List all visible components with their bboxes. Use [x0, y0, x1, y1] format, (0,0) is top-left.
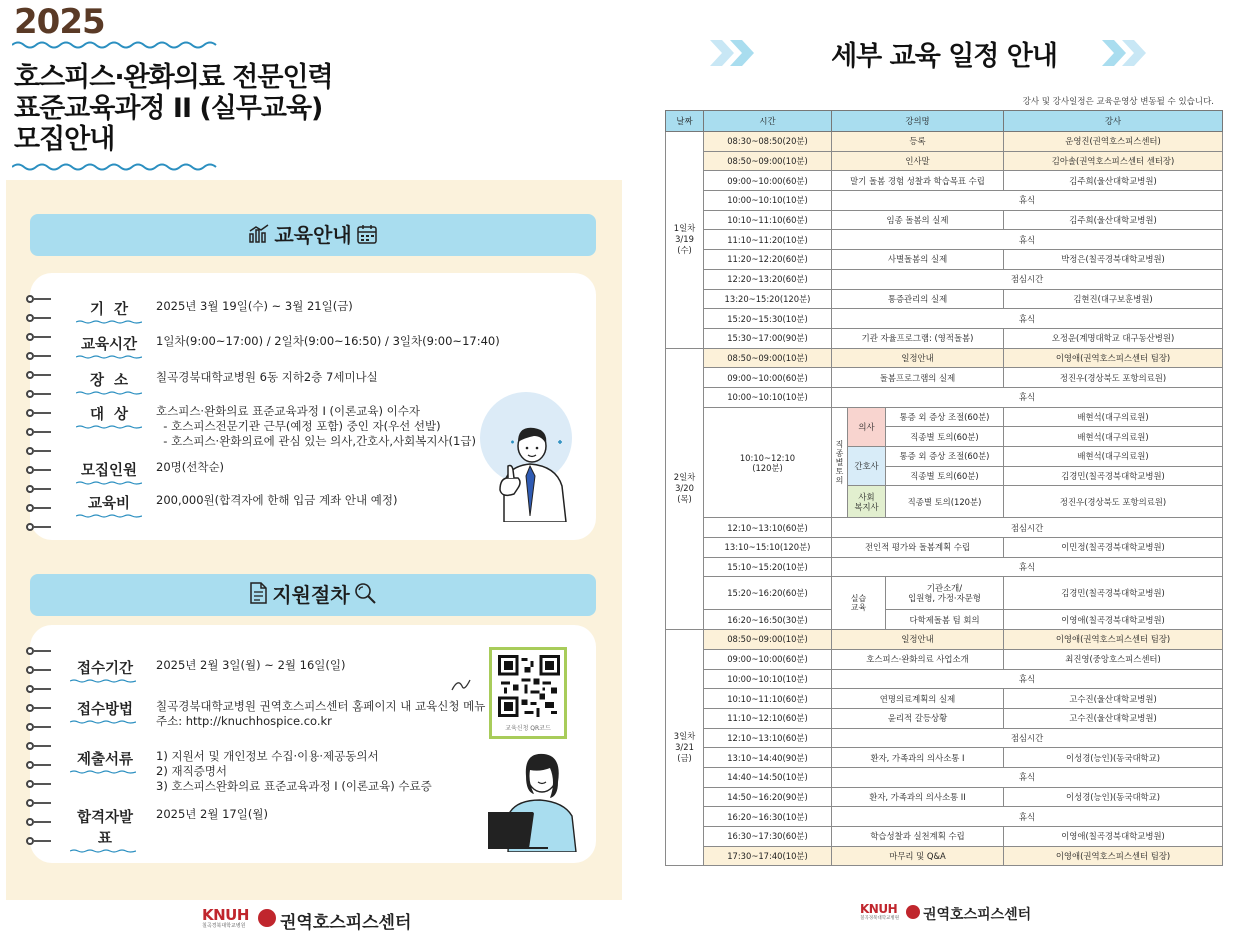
instructor-cell: 최진영(중앙호스피스센터): [1004, 649, 1223, 669]
lecture-cell: 통증 외 증상 조절(60분): [886, 407, 1004, 427]
title-line: 표준교육과정 II (실무교육): [14, 93, 323, 124]
lecture-cell: 호스피스·완화의료 사업소개: [832, 649, 1004, 669]
schedule-row: [666, 807, 1223, 827]
header-time: 시간: [704, 111, 832, 132]
time-cell: 17:30~17:40(10분): [704, 846, 832, 866]
schedule-title: 세부 교육 일정 안내: [831, 41, 1057, 72]
application-procedure-banner: [30, 574, 596, 616]
binder-ring: [26, 447, 52, 455]
schedule-row: [666, 787, 1223, 807]
time-cell: 10:00~10:10(10분): [704, 669, 832, 689]
wave-decoration: [12, 162, 217, 172]
apply-label: 제출서류: [76, 752, 134, 768]
header-date: 날짜: [666, 111, 704, 132]
knuh-logo-text: KNUH: [202, 906, 249, 924]
time-cell: 12:20~13:20(60분): [704, 269, 832, 289]
schedule-row: [666, 151, 1223, 171]
info-label: 교육비: [87, 496, 131, 512]
break-cell: 점심시간: [832, 269, 1223, 289]
apply-label: 접수방법: [76, 702, 134, 718]
day-cell: 1일차 3/19 (수): [666, 132, 704, 349]
instructor-cell: 고수진(울산대학교병원): [1004, 708, 1223, 728]
instructor-cell: 김경민(칠곡경북대학교병원): [1004, 577, 1223, 610]
schedule-row: [666, 132, 1223, 152]
profession-social-worker: 사회 복지사: [848, 486, 886, 518]
lecture-cell: 윤리적 갈등상황: [832, 708, 1004, 728]
binder-ring: [26, 723, 52, 731]
lecture-cell: 마무리 및 Q&A: [832, 846, 1004, 866]
day-cell: 2일차 3/20 (목): [666, 348, 704, 630]
hospital-name-small: 칠곡경북대학교병원: [202, 923, 246, 929]
time-cell: 08:50~09:00(10분): [704, 348, 832, 368]
center-name: 권역호스피스센터: [280, 913, 412, 933]
schedule-row: [666, 708, 1223, 728]
instructor-cell: 김아솔(권역호스피스센터 센터장): [1004, 151, 1223, 171]
schedule-row: [666, 191, 1223, 211]
time-cell: 10:10~12:10 (120분): [704, 407, 832, 518]
schedule-notice: 강사 및 강사일정은 교육운영상 변동될 수 있습니다.: [1022, 97, 1214, 107]
break-cell: 휴식: [832, 669, 1223, 689]
schedule-row: [666, 230, 1223, 250]
qr-caption: 교육신청 QR코드: [505, 725, 551, 732]
qr-pattern: [498, 655, 560, 717]
lecture-cell: 기관 자율프로그램: (영적돌봄): [832, 328, 1004, 348]
time-cell: 15:20~16:20(60분): [704, 577, 832, 610]
schedule-row: [666, 348, 1223, 368]
schedule-row: [666, 827, 1223, 847]
seal-icon: [258, 909, 276, 927]
break-cell: 휴식: [832, 807, 1223, 827]
time-cell: 16:20~16:30(10분): [704, 807, 832, 827]
instructor-cell: 배현석(대구의료원): [1004, 407, 1223, 427]
education-info-banner: [30, 214, 596, 256]
binder-ring: [26, 428, 52, 436]
binder-ring: [26, 371, 52, 379]
info-label: 장 소: [89, 373, 129, 389]
instructor-cell: 이성경(능인)(동국대학교): [1004, 787, 1223, 807]
binder-ring: [26, 818, 52, 826]
instructor-cell: 고수진(울산대학교병원): [1004, 689, 1223, 709]
binder-ring: [26, 352, 52, 360]
info-label: 교육시간: [80, 337, 138, 353]
schedule-row: [666, 518, 1223, 538]
knuh-logo-text: KNUH: [860, 902, 898, 916]
day-cell: 3일차 3/21 (금): [666, 630, 704, 866]
lecture-cell: 사별돌봄의 실제: [832, 250, 1004, 270]
binder-ring: [26, 466, 52, 474]
schedule-row: [666, 289, 1223, 309]
binder-ring: [26, 761, 52, 769]
lecture-cell: 연명의료계획의 실제: [832, 689, 1004, 709]
lecture-cell: 다학제돌봄 팀 회의: [886, 610, 1004, 630]
time-cell: 09:00~10:00(60분): [704, 368, 832, 388]
apply-value: 2025년 2월 3일(월) ~ 2월 16일(일): [156, 658, 346, 672]
time-cell: 15:30~17:00(90분): [704, 328, 832, 348]
lecture-cell: 전인적 평가와 돌봄계획 수립: [832, 538, 1004, 558]
schedule-row: [666, 846, 1223, 866]
time-cell: 11:10~12:10(60분): [704, 708, 832, 728]
schedule-row: [666, 368, 1223, 388]
info-label: 대 상: [89, 407, 129, 423]
time-cell: 16:30~17:30(60분): [704, 827, 832, 847]
schedule-row: [666, 309, 1223, 329]
binder-ring: [26, 647, 52, 655]
center-name: 권역호스피스센터: [923, 907, 1032, 923]
time-cell: 11:20~12:20(60분): [704, 250, 832, 270]
profession-nurse: 간호사: [848, 447, 886, 486]
instructor-cell: 김주희(울산대학교병원): [1004, 210, 1223, 230]
binder-ring: [26, 314, 52, 322]
lecture-cell: 직종별 토의(60분): [886, 427, 1004, 447]
time-cell: 08:50~09:00(10분): [704, 630, 832, 650]
lecture-cell: 돌봄프로그램의 실제: [832, 368, 1004, 388]
binder-ring: [26, 666, 52, 674]
instructor-cell: 이영애(권역호스피스센터 팀장): [1004, 348, 1223, 368]
instructor-cell: 정진우(경상북도 포항의료원): [1004, 368, 1223, 388]
wave-decoration: [12, 40, 217, 50]
time-cell: 10:00~10:10(10분): [704, 387, 832, 407]
instructor-cell: 김경민(칠곡경북대학교병원): [1004, 466, 1223, 486]
break-cell: 휴식: [832, 387, 1223, 407]
lecture-cell: 일정안내: [832, 630, 1004, 650]
lecture-cell: 직종별 토의(60분): [886, 466, 1004, 486]
instructor-cell: 오정운(계명대학교 대구동산병원): [1004, 328, 1223, 348]
time-cell: 08:50~09:00(10분): [704, 151, 832, 171]
instructor-cell: 배현석(대구의료원): [1004, 427, 1223, 447]
instructor-cell: 김현진(대구보훈병원): [1004, 289, 1223, 309]
info-value: 1일차(9:00~17:00) / 2일차(9:00~16:50) / 3일차(9:00~17:40): [156, 334, 500, 348]
time-cell: 16:20~16:50(30분): [704, 610, 832, 630]
homepage-link[interactable]: 주소: http://knuchhospice.co.kr: [156, 714, 332, 728]
schedule-row: [666, 171, 1223, 191]
binder-ring: [26, 704, 52, 712]
binder-ring: [26, 780, 52, 788]
section-title: 교육안내: [274, 223, 352, 247]
lecture-cell: 환자, 가족과의 의사소통 II: [832, 787, 1004, 807]
lecture-cell: 임종 돌봄의 실제: [832, 210, 1004, 230]
binder-ring: [26, 409, 52, 417]
time-cell: 15:10~15:20(10분): [704, 557, 832, 577]
lecture-cell: 등록: [832, 132, 1004, 152]
time-cell: 10:00~10:10(10분): [704, 191, 832, 211]
qr-code[interactable]: [489, 647, 567, 739]
man-thumbs-up-illustration: [478, 382, 590, 522]
binder-ring: [26, 523, 52, 531]
lecture-cell: 학습성찰과 실천계획 수립: [832, 827, 1004, 847]
schedule-row: [666, 577, 1223, 610]
time-cell: 13:10~14:40(90분): [704, 748, 832, 768]
right-page: [630, 0, 1258, 940]
apply-value: 1) 지원서 및 개인정보 수집·이용·제공동의서 2) 재직증명서 3) 호스피스완화의료 표준교육과정 I (이론교육) 수료증: [156, 749, 432, 793]
time-cell: 09:00~10:00(60분): [704, 649, 832, 669]
profession-doctor: 의사: [848, 407, 886, 446]
woman-laptop-illustration: [488, 742, 588, 852]
title-line: 호스피스·완화의료 전문인력: [14, 62, 333, 93]
binder-ring: [26, 390, 52, 398]
table-header-row: [666, 111, 1223, 132]
lecture-cell: 기관소개/ 입원형, 가정·자문형: [886, 577, 1004, 610]
instructor-cell: 배현석(대구의료원): [1004, 447, 1223, 467]
time-cell: 08:30~08:50(20분): [704, 132, 832, 152]
time-cell: 11:10~11:20(10분): [704, 230, 832, 250]
hospital-name-small: 칠곡경북대학교병원: [860, 916, 900, 921]
instructor-cell: 이영애(칠곡경북대학교병원): [1004, 610, 1223, 630]
schedule-row: [666, 610, 1223, 630]
lecture-cell: 환자, 가족과의 의사소통 I: [832, 748, 1004, 768]
section-title: 지원절차: [272, 583, 350, 607]
time-cell: 09:00~10:00(60분): [704, 171, 832, 191]
break-cell: 휴식: [832, 557, 1223, 577]
document-icon: [248, 576, 268, 618]
info-label: 모집인원: [80, 463, 138, 479]
info-value: 2025년 3월 19일(수) ~ 3월 21일(금): [156, 299, 353, 313]
instructor-cell: 이성경(능인)(동국대학교): [1004, 748, 1223, 768]
chart-icon: [248, 216, 270, 258]
calendar-icon: [356, 216, 378, 258]
apply-label: 접수기간: [76, 661, 134, 677]
time-cell: 13:20~15:20(120분): [704, 289, 832, 309]
binder-ring: [26, 485, 52, 493]
time-cell: 12:10~13:10(60분): [704, 518, 832, 538]
apply-value: 2025년 2월 17일(월): [156, 807, 268, 821]
search-document-icon: [354, 576, 378, 618]
schedule-row: [666, 649, 1223, 669]
info-value: 칠곡경북대학교병원 6동 지하2층 7세미나실: [156, 370, 378, 384]
schedule-row: [666, 630, 1223, 650]
instructor-cell: 김주희(울산대학교병원): [1004, 171, 1223, 191]
instructor-cell: 이영애(칠곡경북대학교병원): [1004, 827, 1223, 847]
schedule-row: [666, 387, 1223, 407]
binder-ring: [26, 504, 52, 512]
schedule-row: [666, 669, 1223, 689]
time-cell: 15:20~15:30(10분): [704, 309, 832, 329]
break-cell: 휴식: [832, 230, 1223, 250]
schedule-row: [666, 748, 1223, 768]
binder-ring: [26, 295, 52, 303]
break-cell: 점심시간: [832, 518, 1223, 538]
instructor-cell: 박정은(칠곡경북대학교병원): [1004, 250, 1223, 270]
break-cell: 휴식: [832, 767, 1223, 787]
schedule-row: [666, 210, 1223, 230]
header-instructor: 강사: [1004, 111, 1223, 132]
break-cell: 점심시간: [832, 728, 1223, 748]
schedule-row: [666, 328, 1223, 348]
lecture-cell: 인사말: [832, 151, 1004, 171]
info-value: 200,000원(합격자에 한해 입금 계좌 안내 예정): [156, 493, 398, 507]
time-cell: 14:40~14:50(10분): [704, 767, 832, 787]
binder-ring: [26, 685, 52, 693]
squiggle-decoration: [450, 676, 474, 694]
main-title: [14, 62, 333, 155]
info-value: 호스피스·완화의료 표준교육과정 I (이론교육) 이수자 - 호스피스전문기관 근무(예정 포함) 중인 자(우선 선발) - 호스피스·완화의료에 관심 있는 의사,간호사,사회복지사(1급): [156, 404, 476, 448]
schedule-row: [666, 250, 1223, 270]
instructor-cell: 이영애(권역호스피스센터 팀장): [1004, 846, 1223, 866]
break-cell: 휴식: [832, 191, 1223, 211]
schedule-row: [666, 767, 1223, 787]
year-heading: 2025: [14, 2, 105, 42]
schedule-row: [666, 269, 1223, 289]
lecture-cell: 말기 돌봄 경험 성찰과 학습목표 수립: [832, 171, 1004, 191]
binder-ring: [26, 742, 52, 750]
schedule-row: [666, 407, 1223, 427]
lecture-cell: 통증 외 증상 조절(60분): [886, 447, 1004, 467]
instructor-cell: 정진우(경상북도 포항의료원): [1004, 486, 1223, 518]
group-cell: 실습 교육: [832, 577, 886, 630]
info-label: 기 간: [89, 302, 129, 318]
title-line: 모집안내: [14, 124, 115, 155]
lecture-cell: 통증관리의 실제: [832, 289, 1004, 309]
schedule-table: [665, 110, 1223, 866]
time-cell: 12:10~13:10(60분): [704, 728, 832, 748]
time-cell: 10:10~11:10(60분): [704, 210, 832, 230]
instructor-cell: 이영애(권역호스피스센터 팀장): [1004, 630, 1223, 650]
instructor-cell: 이민정(칠곡경북대학교병원): [1004, 538, 1223, 558]
hospital-logo: [860, 902, 1060, 926]
binder-ring: [26, 837, 52, 845]
schedule-row: [666, 689, 1223, 709]
time-cell: 13:10~15:10(120분): [704, 538, 832, 558]
lecture-cell: 일정안내: [832, 348, 1004, 368]
schedule-row: [666, 557, 1223, 577]
group-cell: 직종별토의: [832, 407, 848, 518]
seal-icon: [906, 905, 920, 919]
lecture-cell: 직종별 토의(120분): [886, 486, 1004, 518]
binder-ring: [26, 799, 52, 807]
break-cell: 휴식: [832, 309, 1223, 329]
instructor-cell: 운영진(권역호스피스센터): [1004, 132, 1223, 152]
binder-ring: [26, 333, 52, 341]
header-lecture: 강의명: [832, 111, 1004, 132]
time-cell: 10:10~11:10(60분): [704, 689, 832, 709]
hospital-logo: [202, 906, 422, 932]
apply-value: 칠곡경북대학교병원 권역호스피스센터 홈페이지 내 교육신청 메뉴 주소: http://knuchhospice.co.kr: [156, 699, 486, 728]
schedule-row: [666, 728, 1223, 748]
info-value: 20명(선착순): [156, 460, 225, 474]
apply-label: 합격자발표: [76, 810, 134, 847]
time-cell: 14:50~16:20(90분): [704, 787, 832, 807]
schedule-row: [666, 538, 1223, 558]
